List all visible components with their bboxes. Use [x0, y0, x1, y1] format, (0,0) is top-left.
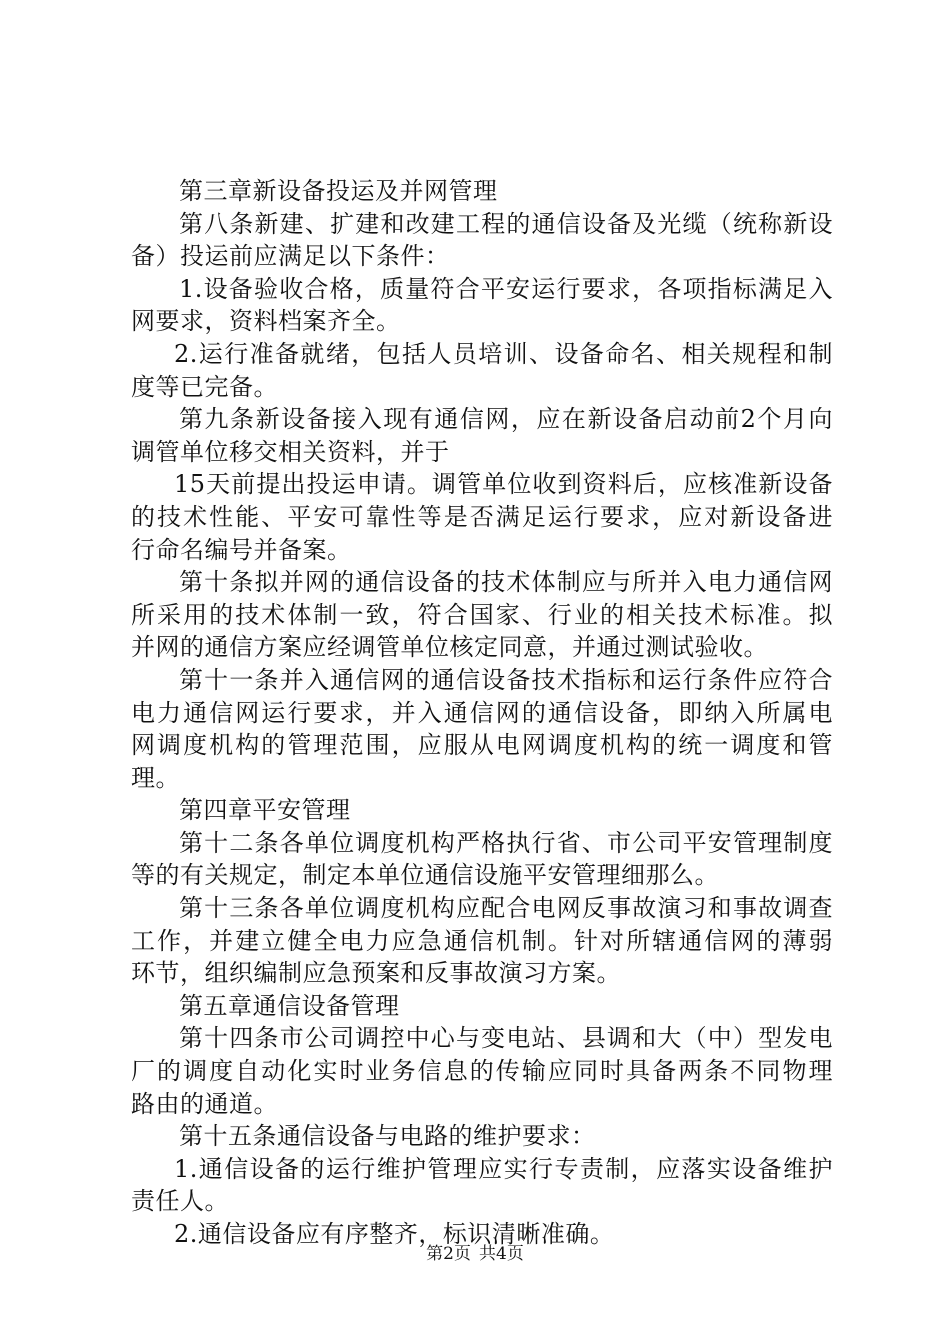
paragraph-line: 理。 [131, 763, 180, 792]
paragraph-line: 第十条拟并网的通信设备的技术体制应与所并入电力通信网 [179, 568, 833, 597]
paragraph-line: 1.通信设备的运行维护管理应实行专责制，应落实设备维护 [174, 1154, 833, 1183]
paragraph-line: 的技术性能、平安可靠性等是否满足运行要求，应对新设备进 [131, 502, 833, 531]
document-body [131, 175, 833, 1251]
page-total: 共4页 [479, 1244, 524, 1264]
page-footer [0, 1243, 950, 1265]
paragraph-line: 第八条新建、扩建和改建工程的通信设备及光缆（统称新设 [179, 209, 833, 238]
chapter-heading: 第四章平安管理 [179, 796, 351, 825]
paragraph-line: 第十二条各单位调度机构严格执行省、市公司平安管理制度 [179, 828, 833, 857]
paragraph-line: 电力通信网运行要求，并入通信网的通信设备，即纳入所属电 [131, 698, 833, 727]
paragraph-line: 所采用的技术体制一致，符合国家、行业的相关技术标准。拟 [131, 600, 833, 629]
paragraph-line: 工作，并建立健全电力应急通信机制。针对所辖通信网的薄弱 [131, 926, 833, 955]
paragraph-line: 度等已完备。 [131, 372, 278, 401]
paragraph-line: 备）投运前应满足以下条件： [131, 242, 450, 271]
paragraph-line: 第十三条各单位调度机构应配合电网反事故演习和事故调查 [179, 894, 833, 923]
chapter-heading: 第五章通信设备管理 [179, 991, 400, 1020]
paragraph-line: 行命名编号并备案。 [131, 535, 352, 564]
paragraph-line: 厂的调度自动化实时业务信息的传输应同时具备两条不同物理 [131, 1057, 833, 1086]
paragraph-line: 第九条新设备接入现有通信网，应在新设备启动前2个月向 [179, 405, 833, 434]
paragraph-line: 2.运行准备就绪，包括人员培训、设备命名、相关规程和制 [174, 339, 833, 368]
paragraph-line: 1.设备验收合格，质量符合平安运行要求，各项指标满足入 [179, 274, 833, 303]
paragraph-line: 并网的通信方案应经调管单位核定同意，并通过测试验收。 [131, 633, 768, 662]
paragraph-line: 网要求，资料档案齐全。 [131, 307, 401, 336]
chapter-heading: 第三章新设备投运及并网管理 [179, 177, 498, 205]
page-number: 第2页 [426, 1244, 471, 1264]
paragraph-line: 2.通信设备应有序整齐，标识清晰准确。 [174, 1220, 615, 1248]
paragraph-line: 网调度机构的管理范围，应服从电网调度机构的统一调度和管 [131, 731, 833, 760]
paragraph-line: 责任人。 [131, 1187, 229, 1216]
paragraph-line: 环节，组织编制应急预案和反事故演习方案。 [131, 959, 621, 988]
paragraph-line: 15天前提出投运申请。调管单位收到资料后，应核准新设备 [174, 470, 833, 499]
paragraph-line: 调管单位移交相关资料，并于 [131, 437, 450, 466]
paragraph-line: 第十一条并入通信网的通信设备技术指标和运行条件应符合 [179, 665, 833, 694]
paragraph-line: 第十四条市公司调控中心与变电站、县调和大（中）型发电 [179, 1024, 833, 1053]
paragraph-line: 等的有关规定，制定本单位通信设施平安管理细那么。 [131, 861, 719, 890]
paragraph-line: 第十五条通信设备与电路的维护要求： [179, 1122, 596, 1151]
paragraph-line: 路由的通道。 [131, 1089, 278, 1118]
